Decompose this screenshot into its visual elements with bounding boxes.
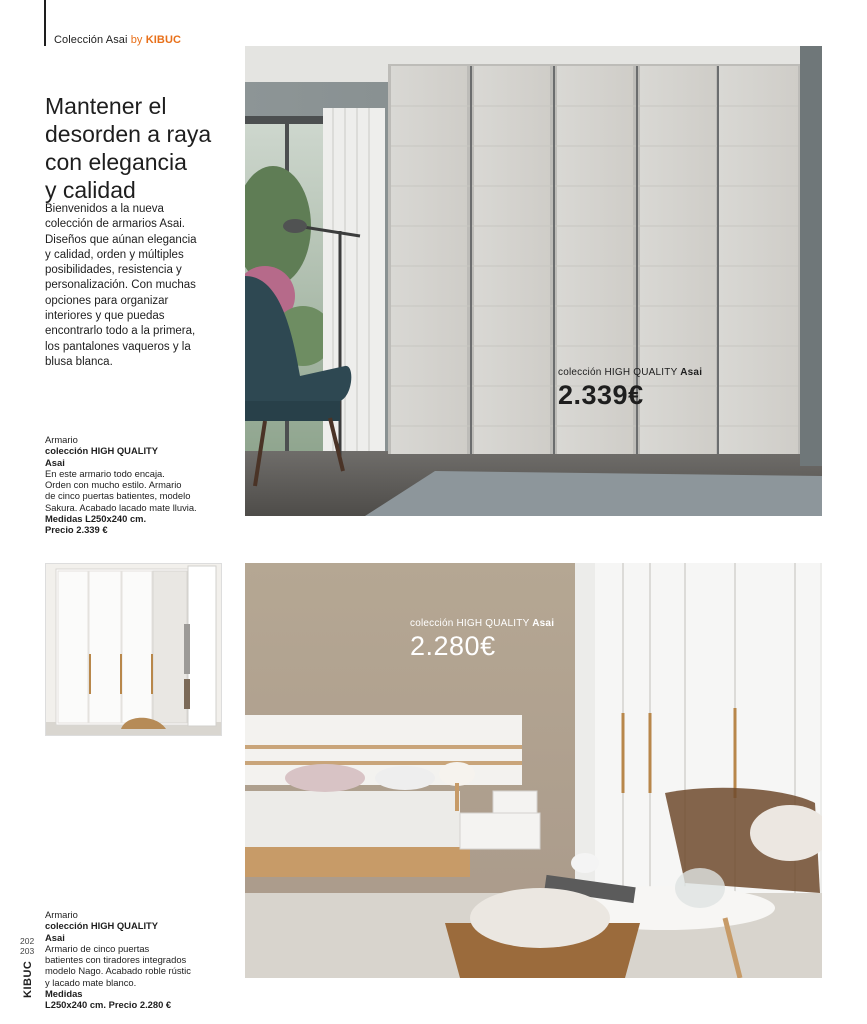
caption-line: En este armario todo encaja. bbox=[45, 467, 165, 479]
header-rule bbox=[44, 0, 46, 46]
price-label: colección HIGH QUALITY bbox=[558, 367, 678, 378]
price-value: 2.339€ bbox=[558, 380, 644, 410]
wardrobe-open-illustration bbox=[46, 564, 221, 735]
price-tag-1 bbox=[558, 367, 702, 411]
wardrobe-grey-illustration bbox=[245, 46, 822, 516]
caption-price: Precio 2.339 € bbox=[45, 524, 108, 536]
product2-caption bbox=[45, 909, 245, 1011]
caption-prefix: Armario bbox=[45, 909, 78, 920]
caption-prefix: Armario bbox=[45, 434, 78, 445]
intro-line: colección de armarios Asai. bbox=[45, 218, 185, 231]
caption-line: Orden con mucho estilo. Armario bbox=[45, 479, 182, 491]
intro-line: Diseños que aúnan elegancia bbox=[45, 233, 197, 246]
price-label-name: Asai bbox=[680, 367, 703, 378]
page-number: 202 bbox=[20, 936, 35, 946]
headline-line: con elegancia bbox=[45, 149, 187, 175]
headline-line: Mantener el bbox=[45, 93, 167, 119]
price-value: 2.280€ bbox=[410, 631, 496, 661]
price-label: colección HIGH QUALITY bbox=[410, 618, 530, 629]
price-label-name: Asai bbox=[532, 618, 555, 629]
intro-line: y calidad, orden y múltiples bbox=[45, 248, 184, 261]
headline-line: desorden a raya bbox=[45, 121, 212, 147]
wardrobe-photo-grey bbox=[245, 46, 822, 516]
product1-caption bbox=[45, 434, 245, 536]
price-tag-2 bbox=[410, 618, 554, 662]
intro-line: los pantalones vaqueros y la bbox=[45, 340, 191, 353]
caption-line: Sakura. Acabado lacado mate lluvia. bbox=[45, 501, 197, 513]
page-headline bbox=[45, 92, 245, 204]
intro-line: posibilidades, resistencia y bbox=[45, 264, 182, 277]
intro-line: Bienvenidos a la nueva bbox=[45, 203, 164, 215]
caption-measures-label: Medidas bbox=[45, 988, 83, 1000]
caption-line: y lacado mate blanco. bbox=[45, 976, 137, 988]
page-number: 203 bbox=[20, 946, 35, 956]
wardrobe-photo-bedroom bbox=[245, 563, 822, 978]
caption-line: de cinco puertas batientes, modelo bbox=[45, 490, 191, 502]
intro-line: opciones para organizar bbox=[45, 294, 169, 307]
intro-line: personalización. Con muchas bbox=[45, 279, 196, 292]
intro-line: interiores y que puedas bbox=[45, 310, 165, 323]
intro-line: encontrarlo todo a la primera, bbox=[45, 325, 196, 338]
caption-collection: colección HIGH QUALITY bbox=[45, 445, 159, 457]
wardrobe-thumbnail bbox=[45, 563, 222, 736]
page-numbers bbox=[20, 936, 34, 956]
header bbox=[54, 34, 181, 46]
intro-paragraph bbox=[45, 202, 243, 370]
headline-line: y calidad bbox=[45, 177, 136, 203]
caption-measures: Medidas L250x240 cm. bbox=[45, 513, 147, 525]
caption-line: Armario de cinco puertas bbox=[45, 942, 150, 954]
header-brand: KIBUC bbox=[145, 34, 182, 46]
header-by: by bbox=[130, 34, 143, 46]
footer-brand: KIBUC bbox=[22, 960, 34, 998]
caption-name: Asai bbox=[45, 456, 65, 468]
caption-collection: colección HIGH QUALITY bbox=[45, 920, 159, 932]
header-collection: Colección Asai bbox=[54, 34, 128, 46]
intro-line: blusa blanca. bbox=[45, 355, 113, 368]
caption-measures-price: L250x240 cm. Precio 2.280 € bbox=[45, 999, 172, 1011]
caption-line: batientes con tiradores integrados bbox=[45, 954, 187, 966]
caption-line: modelo Nago. Acabado roble rústic bbox=[45, 965, 191, 977]
caption-name: Asai bbox=[45, 931, 65, 943]
